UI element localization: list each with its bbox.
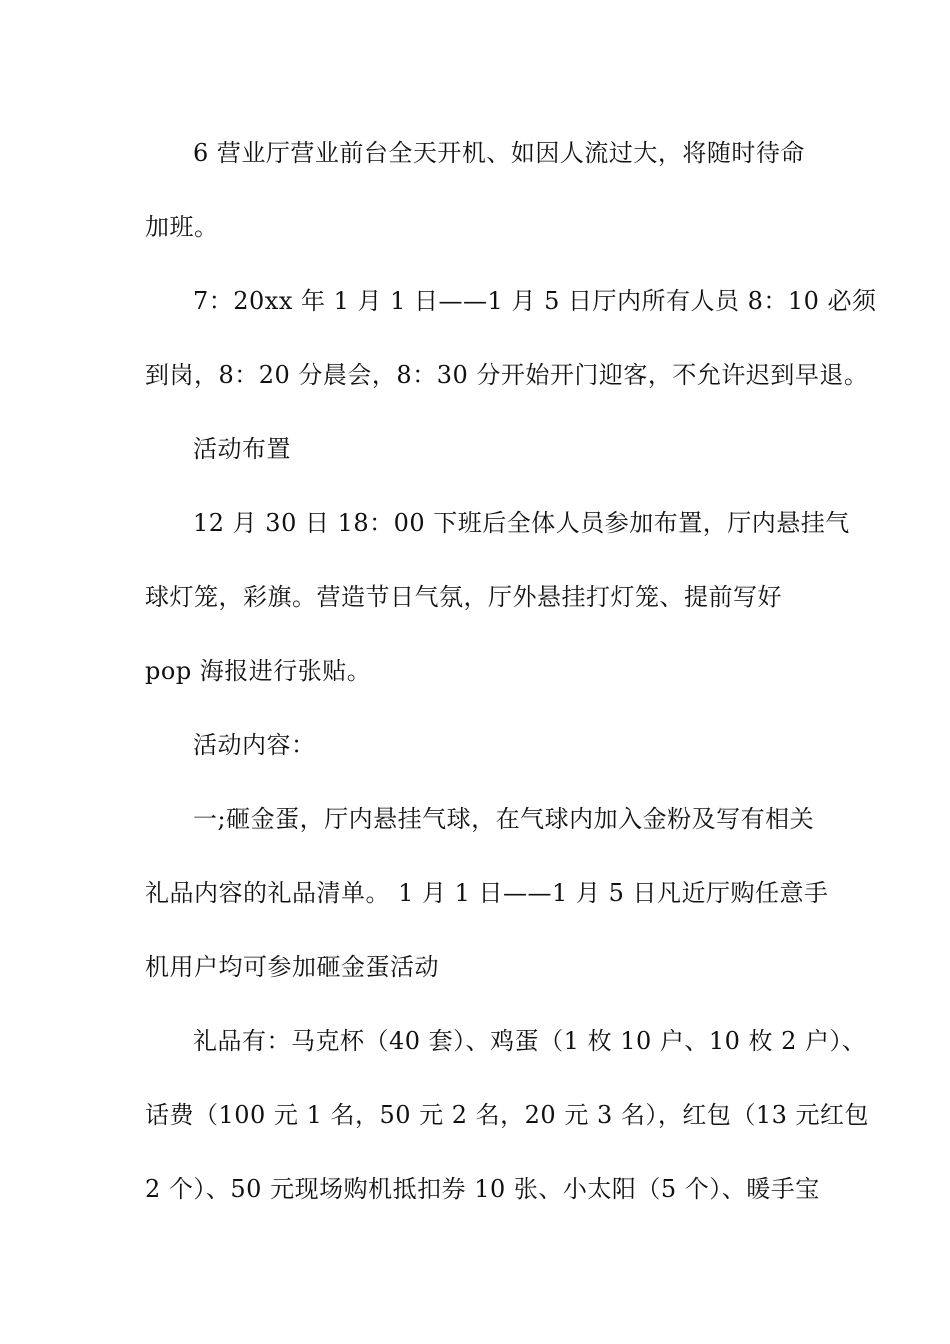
text-line: 机用户均可参加砸金蛋活动: [145, 953, 439, 981]
text-line: 一;砸金蛋，厅内悬挂气球，在气球内加入金粉及写有相关: [193, 805, 815, 833]
text-line: 12 月 30 日 18：00 下班后全体人员参加布置，厅内悬挂气: [193, 509, 850, 537]
section-heading: 活动布置: [193, 435, 291, 463]
section-heading: 活动内容：: [193, 731, 316, 759]
text-line: pop 海报进行张贴。: [145, 657, 372, 685]
text-line: 2 个）、50 元现场购机抵扣券 10 张、小太阳（5 个）、暖手宝: [145, 1175, 820, 1203]
text-line: 话费（100 元 1 名，50 元 2 名，20 元 3 名），红包（13 元红包: [145, 1101, 870, 1129]
text-line: 礼品内容的礼品清单。 1 月 1 日——1 月 5 日凡近厅购任意手: [145, 879, 829, 907]
text-line: 加班。: [145, 213, 219, 241]
text-line: 礼品有：马克杯（40 套）、鸡蛋（1 枚 10 户、10 枚 2 户）、: [193, 1027, 867, 1055]
text-line: 到岗，8：20 分晨会，8：30 分开始开门迎客，不允许迟到早退。: [145, 361, 869, 389]
text-line: 球灯笼，彩旗。营造节日气氛，厅外悬挂打灯笼、提前写好: [145, 583, 782, 611]
text-line: 7：20xx 年 1 月 1 日——1 月 5 日厅内所有人员 8：10 必须: [193, 287, 877, 315]
text-line: 6 营业厅营业前台全天开机、如因人流过大，将随时待命: [193, 139, 805, 167]
